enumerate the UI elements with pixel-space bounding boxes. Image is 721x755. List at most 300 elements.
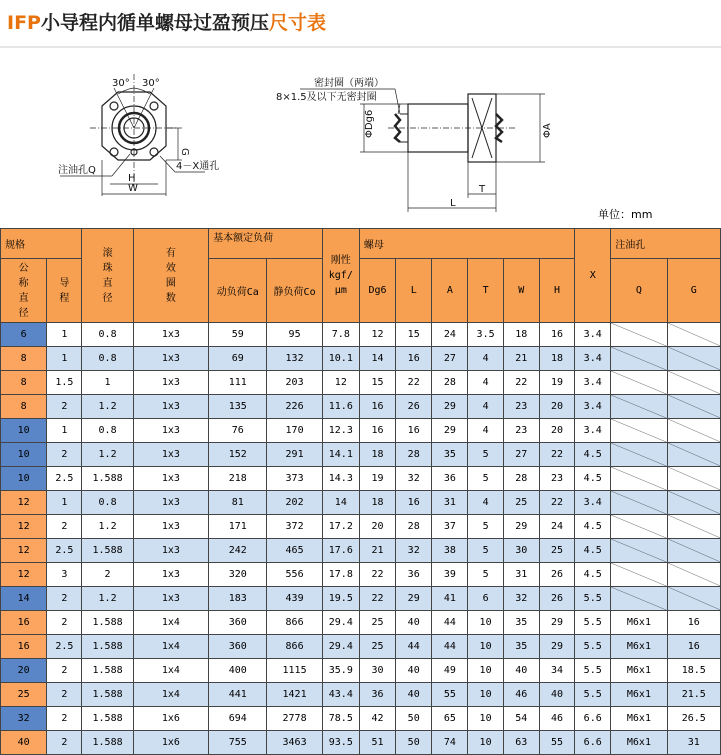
- header-effective-turns: 有 效 圈 数: [133, 229, 208, 323]
- cell-ball-diameter: 1.2: [82, 443, 133, 467]
- cell-nominal-diameter: 25: [1, 683, 47, 707]
- cell-x: 4.5: [575, 563, 611, 587]
- header-dynamic-load: 动负荷Ca: [209, 259, 267, 323]
- cell-dg6: 25: [359, 635, 395, 659]
- empty-slash: [668, 347, 720, 370]
- cell-nominal-diameter: 16: [1, 611, 47, 635]
- header-q: Q: [611, 259, 667, 323]
- cell-dynamic-load: 320: [209, 563, 267, 587]
- cell-g: [667, 563, 720, 587]
- cell-rigidity: 12: [322, 371, 359, 395]
- cell-lead: 2: [47, 587, 82, 611]
- header-g: G: [667, 259, 720, 323]
- cell-nominal-diameter: 8: [1, 395, 47, 419]
- cell-w: 22: [503, 371, 539, 395]
- dim-dg6-label: ΦDg6: [364, 109, 375, 138]
- cell-dynamic-load: 183: [209, 587, 267, 611]
- cell-x: 3.4: [575, 395, 611, 419]
- cell-l: 40: [396, 683, 432, 707]
- cell-q: M6x1: [611, 731, 667, 755]
- header-t: T: [468, 259, 503, 323]
- cell-ball-diameter: 1.2: [82, 587, 133, 611]
- cell-dynamic-load: 441: [209, 683, 267, 707]
- cell-turns: 1x3: [133, 515, 208, 539]
- cell-t: 5: [468, 443, 503, 467]
- dim-h-label: H: [128, 173, 136, 184]
- cell-l: 32: [396, 467, 432, 491]
- cell-ball-diameter: 1.588: [82, 539, 133, 563]
- header-oil-hole: 注油孔: [611, 229, 721, 259]
- cell-t: 4: [468, 419, 503, 443]
- cell-nominal-diameter: 10: [1, 419, 47, 443]
- cell-dg6: 22: [359, 563, 395, 587]
- cell-turns: 1x4: [133, 659, 208, 683]
- cell-a: 49: [432, 659, 468, 683]
- cell-dg6: 42: [359, 707, 395, 731]
- cell-ball-diameter: 1.588: [82, 659, 133, 683]
- header-rigidity: 刚性 kgf/ μm: [322, 229, 359, 323]
- cell-lead: 3: [47, 563, 82, 587]
- cell-dynamic-load: 360: [209, 635, 267, 659]
- cell-dg6: 15: [359, 371, 395, 395]
- cell-l: 36: [396, 563, 432, 587]
- cell-a: 38: [432, 539, 468, 563]
- cell-x: 4.5: [575, 515, 611, 539]
- cell-lead: 2: [47, 683, 82, 707]
- cell-g: 26.5: [667, 707, 720, 731]
- cell-turns: 1x4: [133, 683, 208, 707]
- cell-nominal-diameter: 12: [1, 563, 47, 587]
- cell-h: 26: [539, 587, 574, 611]
- cell-static-load: 202: [267, 491, 322, 515]
- seal-note-label: 8×1.5及以下无密封圈: [276, 92, 377, 103]
- empty-slash: [668, 419, 720, 442]
- cell-q: M6x1: [611, 611, 667, 635]
- cell-turns: 1x6: [133, 731, 208, 755]
- cell-w: 35: [503, 611, 539, 635]
- empty-slash: [611, 563, 666, 586]
- cell-rigidity: 17.6: [322, 539, 359, 563]
- empty-slash: [611, 323, 666, 346]
- cell-rigidity: 93.5: [322, 731, 359, 755]
- cell-a: 55: [432, 683, 468, 707]
- cell-a: 44: [432, 611, 468, 635]
- cell-static-load: 373: [267, 467, 322, 491]
- cell-q: M6x1: [611, 659, 667, 683]
- unit-label: 单位：mm: [598, 208, 653, 221]
- cell-ball-diameter: 1.588: [82, 731, 133, 755]
- cell-nominal-diameter: 8: [1, 371, 47, 395]
- cell-nominal-diameter: 6: [1, 323, 47, 347]
- table-row: [1, 611, 721, 635]
- cell-l: 22: [396, 371, 432, 395]
- cell-rigidity: 17.8: [322, 563, 359, 587]
- cell-ball-diameter: 0.8: [82, 347, 133, 371]
- cell-nominal-diameter: 10: [1, 443, 47, 467]
- cell-x: 3.4: [575, 323, 611, 347]
- table-row: [1, 515, 721, 539]
- empty-slash: [668, 563, 720, 586]
- empty-slash: [668, 587, 720, 610]
- cell-x: 4.5: [575, 539, 611, 563]
- spec-table: [0, 228, 721, 755]
- cell-x: 3.4: [575, 419, 611, 443]
- table-row: [1, 419, 721, 443]
- header-dg6: Dg6: [359, 259, 395, 323]
- table-row: [1, 707, 721, 731]
- cell-w: 25: [503, 491, 539, 515]
- cell-q: [611, 587, 667, 611]
- cell-turns: 1x3: [133, 419, 208, 443]
- cell-l: 26: [396, 395, 432, 419]
- cell-w: 23: [503, 395, 539, 419]
- cell-l: 28: [396, 515, 432, 539]
- cell-ball-diameter: 2: [82, 563, 133, 587]
- cell-nominal-diameter: 12: [1, 539, 47, 563]
- cell-lead: 1: [47, 323, 82, 347]
- cell-ball-diameter: 1.2: [82, 395, 133, 419]
- cell-w: 40: [503, 659, 539, 683]
- cell-h: 26: [539, 563, 574, 587]
- cell-nominal-diameter: 12: [1, 515, 47, 539]
- table-row: [1, 587, 721, 611]
- cell-static-load: 866: [267, 611, 322, 635]
- cell-a: 36: [432, 467, 468, 491]
- cell-q: [611, 443, 667, 467]
- cell-w: 29: [503, 515, 539, 539]
- cell-lead: 1: [47, 419, 82, 443]
- cell-static-load: 3463: [267, 731, 322, 755]
- cell-g: [667, 323, 720, 347]
- cell-dynamic-load: 152: [209, 443, 267, 467]
- cell-dynamic-load: 400: [209, 659, 267, 683]
- title-suffix: 尺寸表: [269, 12, 327, 34]
- cell-h: 19: [539, 371, 574, 395]
- cell-dg6: 51: [359, 731, 395, 755]
- cell-g: [667, 491, 720, 515]
- through-hole-label: 4－X通孔: [176, 161, 220, 172]
- cell-h: 40: [539, 683, 574, 707]
- cell-q: [611, 395, 667, 419]
- cell-static-load: 372: [267, 515, 322, 539]
- cell-dg6: 20: [359, 515, 395, 539]
- title-prefix: IFP: [7, 12, 41, 34]
- cell-q: [611, 467, 667, 491]
- cell-g: 16: [667, 635, 720, 659]
- side-view: [300, 89, 545, 212]
- cell-lead: 2: [47, 443, 82, 467]
- cell-t: 4: [468, 371, 503, 395]
- cell-h: 46: [539, 707, 574, 731]
- cell-w: 18: [503, 323, 539, 347]
- cell-static-load: 465: [267, 539, 322, 563]
- cell-g: [667, 395, 720, 419]
- cell-t: 5: [468, 539, 503, 563]
- table-row: [1, 347, 721, 371]
- dim-g-label: G: [179, 148, 190, 156]
- header-lead: 导 程: [47, 259, 82, 323]
- cell-t: 10: [468, 683, 503, 707]
- cell-g: [667, 539, 720, 563]
- header-spec: 规格: [1, 229, 82, 259]
- cell-static-load: 226: [267, 395, 322, 419]
- cell-h: 22: [539, 443, 574, 467]
- cell-h: 24: [539, 515, 574, 539]
- cell-ball-diameter: 1.2: [82, 515, 133, 539]
- cell-q: [611, 371, 667, 395]
- table-row: [1, 635, 721, 659]
- cell-dynamic-load: 242: [209, 539, 267, 563]
- cell-t: 10: [468, 731, 503, 755]
- cell-t: 10: [468, 635, 503, 659]
- cell-turns: 1x3: [133, 587, 208, 611]
- cell-t: 6: [468, 587, 503, 611]
- cell-ball-diameter: 0.8: [82, 419, 133, 443]
- table-row: [1, 539, 721, 563]
- cell-dynamic-load: 59: [209, 323, 267, 347]
- cell-lead: 2: [47, 659, 82, 683]
- table-row: [1, 467, 721, 491]
- cell-h: 16: [539, 323, 574, 347]
- cell-g: [667, 443, 720, 467]
- cell-rigidity: 78.5: [322, 707, 359, 731]
- table-row: [1, 731, 721, 755]
- cell-h: 29: [539, 611, 574, 635]
- cell-turns: 1x3: [133, 371, 208, 395]
- cell-static-load: 2778: [267, 707, 322, 731]
- empty-slash: [668, 515, 720, 538]
- table-row: [1, 371, 721, 395]
- cell-rigidity: 43.4: [322, 683, 359, 707]
- cell-dynamic-load: 135: [209, 395, 267, 419]
- cell-g: 31: [667, 731, 720, 755]
- cell-turns: 1x3: [133, 443, 208, 467]
- cell-x: 5.5: [575, 635, 611, 659]
- cell-g: 16: [667, 611, 720, 635]
- cell-dynamic-load: 755: [209, 731, 267, 755]
- cell-a: 41: [432, 587, 468, 611]
- cell-lead: 2: [47, 395, 82, 419]
- cell-a: 74: [432, 731, 468, 755]
- table-row: [1, 395, 721, 419]
- cell-h: 22: [539, 491, 574, 515]
- angle-right-label: 30°: [142, 78, 160, 89]
- technical-drawing: [0, 48, 721, 228]
- cell-w: 32: [503, 587, 539, 611]
- empty-slash: [611, 371, 666, 394]
- cell-dynamic-load: 76: [209, 419, 267, 443]
- cell-rigidity: 29.4: [322, 635, 359, 659]
- cell-static-load: 866: [267, 635, 322, 659]
- cell-rigidity: 35.9: [322, 659, 359, 683]
- cell-x: 3.4: [575, 371, 611, 395]
- empty-slash: [611, 443, 666, 466]
- cell-a: 27: [432, 347, 468, 371]
- cell-dg6: 12: [359, 323, 395, 347]
- cell-rigidity: 11.6: [322, 395, 359, 419]
- cell-x: 5.5: [575, 683, 611, 707]
- cell-l: 44: [396, 635, 432, 659]
- cell-g: [667, 587, 720, 611]
- cell-t: 10: [468, 659, 503, 683]
- dim-w-label: W: [128, 183, 138, 194]
- cell-x: 5.5: [575, 587, 611, 611]
- empty-slash: [611, 491, 666, 514]
- cell-lead: 2: [47, 707, 82, 731]
- page-title: [7, 8, 326, 35]
- header-nominal-diameter: 公 称 直 径: [1, 259, 47, 323]
- cell-nominal-diameter: 14: [1, 587, 47, 611]
- cell-a: 24: [432, 323, 468, 347]
- cell-static-load: 291: [267, 443, 322, 467]
- cell-w: 27: [503, 443, 539, 467]
- cell-a: 44: [432, 635, 468, 659]
- empty-slash: [668, 491, 720, 514]
- cell-w: 31: [503, 563, 539, 587]
- empty-slash: [668, 371, 720, 394]
- seal-label: 密封圈（两端）: [314, 78, 384, 89]
- cell-ball-diameter: 1: [82, 371, 133, 395]
- cell-l: 32: [396, 539, 432, 563]
- cell-l: 16: [396, 419, 432, 443]
- cell-static-load: 203: [267, 371, 322, 395]
- cell-t: 4: [468, 491, 503, 515]
- empty-slash: [668, 395, 720, 418]
- cell-rigidity: 17.2: [322, 515, 359, 539]
- cell-g: [667, 515, 720, 539]
- cell-turns: 1x4: [133, 611, 208, 635]
- cell-dg6: 36: [359, 683, 395, 707]
- cell-h: 20: [539, 419, 574, 443]
- cell-q: [611, 563, 667, 587]
- cell-l: 50: [396, 731, 432, 755]
- empty-slash: [668, 323, 720, 346]
- cell-dg6: 22: [359, 587, 395, 611]
- cell-dynamic-load: 360: [209, 611, 267, 635]
- cell-rigidity: 14: [322, 491, 359, 515]
- cell-q: M6x1: [611, 635, 667, 659]
- cell-t: 10: [468, 611, 503, 635]
- cell-g: [667, 347, 720, 371]
- cell-q: [611, 539, 667, 563]
- cell-l: 50: [396, 707, 432, 731]
- header-a: A: [432, 259, 468, 323]
- cell-w: 30: [503, 539, 539, 563]
- cell-ball-diameter: 0.8: [82, 491, 133, 515]
- cell-lead: 1.5: [47, 371, 82, 395]
- cell-static-load: 95: [267, 323, 322, 347]
- cell-h: 20: [539, 395, 574, 419]
- cell-w: 54: [503, 707, 539, 731]
- cell-turns: 1x3: [133, 347, 208, 371]
- cell-h: 55: [539, 731, 574, 755]
- cell-w: 63: [503, 731, 539, 755]
- cell-turns: 1x3: [133, 539, 208, 563]
- empty-slash: [611, 347, 666, 370]
- cell-t: 10: [468, 707, 503, 731]
- cell-t: 5: [468, 563, 503, 587]
- cell-x: 5.5: [575, 611, 611, 635]
- cell-lead: 1: [47, 491, 82, 515]
- table-row: [1, 443, 721, 467]
- cell-q: M6x1: [611, 683, 667, 707]
- cell-rigidity: 12.3: [322, 419, 359, 443]
- empty-slash: [611, 587, 666, 610]
- cell-dynamic-load: 171: [209, 515, 267, 539]
- angle-left-label: 30°: [112, 78, 130, 89]
- empty-slash: [611, 419, 666, 442]
- cell-x: 4.5: [575, 443, 611, 467]
- empty-slash: [611, 539, 666, 562]
- cell-turns: 1x4: [133, 635, 208, 659]
- empty-slash: [611, 395, 666, 418]
- cell-nominal-diameter: 16: [1, 635, 47, 659]
- cell-nominal-diameter: 12: [1, 491, 47, 515]
- title-main: 小导程内循单螺母过盈预压: [40, 12, 269, 34]
- empty-slash: [611, 515, 666, 538]
- cell-a: 29: [432, 419, 468, 443]
- cell-turns: 1x3: [133, 467, 208, 491]
- header-ball-diameter: 滚 珠 直 径: [82, 229, 133, 323]
- cell-l: 28: [396, 443, 432, 467]
- cell-static-load: 132: [267, 347, 322, 371]
- cell-a: 37: [432, 515, 468, 539]
- cell-dg6: 19: [359, 467, 395, 491]
- empty-slash: [611, 467, 666, 490]
- cell-dynamic-load: 111: [209, 371, 267, 395]
- cell-nominal-diameter: 40: [1, 731, 47, 755]
- cell-l: 16: [396, 491, 432, 515]
- cell-dynamic-load: 218: [209, 467, 267, 491]
- cell-rigidity: 14.3: [322, 467, 359, 491]
- table-row: [1, 683, 721, 707]
- cell-dg6: 16: [359, 395, 395, 419]
- cell-turns: 1x3: [133, 491, 208, 515]
- cell-g: [667, 467, 720, 491]
- header-w: W: [503, 259, 539, 323]
- empty-slash: [668, 467, 720, 490]
- cell-turns: 1x3: [133, 323, 208, 347]
- cell-ball-diameter: 1.588: [82, 707, 133, 731]
- cell-rigidity: 29.4: [322, 611, 359, 635]
- cell-nominal-diameter: 10: [1, 467, 47, 491]
- cell-a: 39: [432, 563, 468, 587]
- cell-lead: 2: [47, 731, 82, 755]
- cell-ball-diameter: 1.588: [82, 683, 133, 707]
- cell-lead: 1: [47, 347, 82, 371]
- cell-w: 35: [503, 635, 539, 659]
- cell-lead: 2: [47, 611, 82, 635]
- cell-x: 6.6: [575, 707, 611, 731]
- cell-q: [611, 419, 667, 443]
- cell-turns: 1x6: [133, 707, 208, 731]
- cell-ball-diameter: 1.588: [82, 467, 133, 491]
- cell-a: 29: [432, 395, 468, 419]
- cell-t: 5: [468, 515, 503, 539]
- cell-static-load: 1115: [267, 659, 322, 683]
- title-bar: [0, 0, 721, 48]
- table-row: [1, 323, 721, 347]
- cell-turns: 1x3: [133, 395, 208, 419]
- cell-dynamic-load: 81: [209, 491, 267, 515]
- cell-x: 4.5: [575, 467, 611, 491]
- cell-q: [611, 491, 667, 515]
- cell-dg6: 18: [359, 491, 395, 515]
- cell-h: 34: [539, 659, 574, 683]
- cell-g: 18.5: [667, 659, 720, 683]
- cell-w: 21: [503, 347, 539, 371]
- table-row: [1, 491, 721, 515]
